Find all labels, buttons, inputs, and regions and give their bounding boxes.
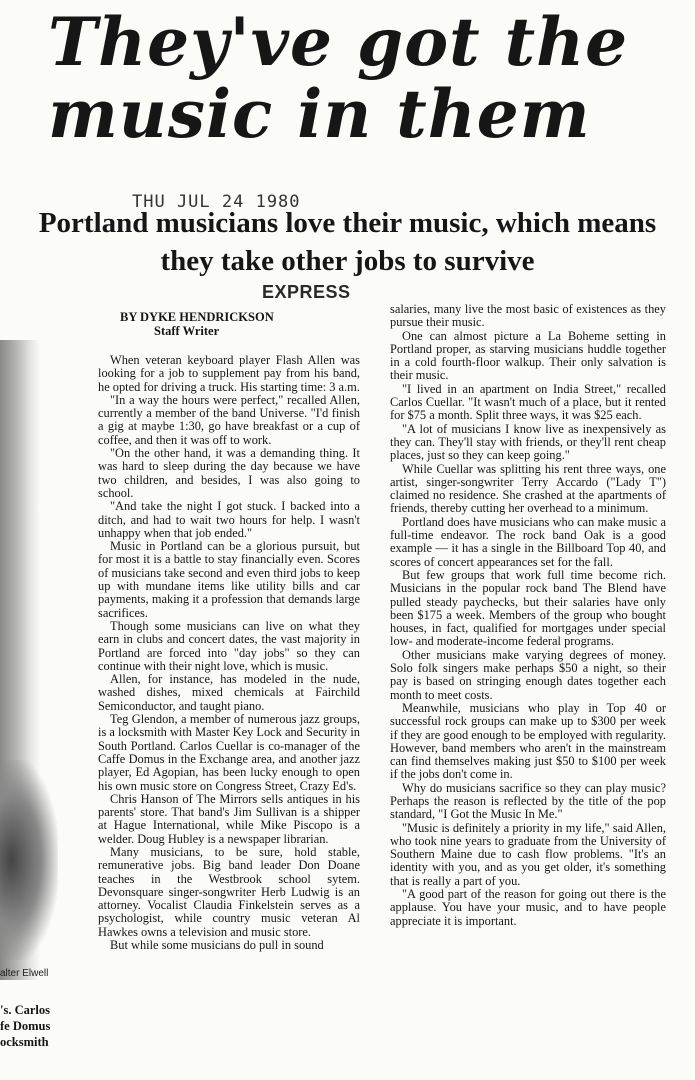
caption-line: fe Domus [0,1019,51,1033]
paper-name-stamp: EXPRESS [262,282,351,302]
paragraph: Chris Hanson of The Mirrors sells antiques in his parents' store. That band's Jim Sullivan is a shipper at Hague International, while Mike Piscopo is a welder. Doug Hubley is a newspaper librarian. [98,791,360,846]
paragraph: While Cuellar was splitting his rent three ways, one artist, singer-songwriter Terry Accardo ("Lady T") claimed no residence. She crashed at the apartments of friends, thereby cutting her overhead to a minimum. [390,461,666,516]
subheadline: Portland musicians love their music, which means they take other jobs to survive [38,207,657,277]
paragraph: "In a way the hours were perfect," recalled Allen, currently a member of the band Universe. "I'd finish a gig at maybe 1:30, go have breakfast or a cup of coffee, and then it was off to work. [98,392,360,447]
photo-credit: alter Elwell [0,968,49,979]
date-stamp: THU JUL 24 1980 [132,192,301,212]
paragraph: But few groups that work full time become rich. Musicians in the popular rock band The Blend have pulled steady paychecks, but their salaries have only been $175 a week. Members of the group who bought houses, in fact, qualified for mortgages under special low- and moderate-income federal programs. [390,567,666,649]
caption-line: 's. Carlos [0,1003,50,1017]
paragraph: Portland does have musicians who can make music a full-time endeavor. The rock band Oak is a good example — it has a single in the Billboard Top 40, and scores of concert appearances set for the fall. [390,514,666,569]
paragraph: One can almost picture a La Boheme setting in Portland proper, as starving musicians huddle together in a cold fourth-floor walkup. Their only salvation is their music. [390,328,666,383]
paragraph: "And take the night I got stuck. I backed into a ditch, and had to wait two hours for help. I wasn't unhappy when that job ended." [98,499,360,540]
article-column-1 [98,306,360,952]
paragraph: "A good part of the reason for going out there is the applause. You have your music, and to have people appreciate it is important. [390,887,666,928]
paragraph: Music in Portland can be a glorious pursuit, but for most it is a battle to stay financially even. Scores of musicians take second and even third jobs to keep up with mundane items like utility bills and car payments, making it a profession that demands large sacrifices. [98,539,360,620]
paragraph: Many musicians, to be sure, hold stable, remunerative jobs. Big band leader Don Doane teaches in the Westbrook school sytem. Devonsquare singer-songwriter Herb Ludwig is an attorney. Vocalist Claudia Finkelstein serves as a psychologist, while country music veteran Al Hawkes owns a television and music store. [98,844,360,939]
paragraph: Teg Glendon, a member of numerous jazz groups, is a locksmith with Master Key Lock and Security in South Portland. Carlos Cuellar is co-manager of the Caffe Domus in the Exchange area, and another jazz player, Ed Agopian, has been lucky enough to open his own music store on Congress Street, Crazy Ed's. [98,712,360,793]
paragraph: Other musicians make varying degrees of money. Solo folk singers make perhaps $50 a night, so their pay is based on stringing enough dates together each month to meet costs. [390,647,666,702]
paragraph: "I lived in an apartment on India Street," recalled Carlos Cuellar. "It wasn't much of a place, but it rented for $75 a month. Split three ways, it was $25 each. [390,381,666,423]
headline: They've got the music in them [48,3,629,153]
paragraph: Why do musicians sacrifice so they can play music? Perhaps the reason is reflected by the title of the pop standard, "I Got the Music In Me." [390,780,666,822]
caption-line: ocksmith [0,1035,49,1049]
paragraph: "On the other hand, it was a demanding thing. It was hard to sleep during the day because we have two children, and besides, I was also going to school. [98,446,360,500]
byline: BY DYKE HENDRICKSON [120,310,274,324]
paragraph: But while some musicians do pull in sound [110,938,324,953]
paragraph: Though some musicians can live on what they earn in clubs and concert dates, the vast majority in Portland are forced into "day jobs" so they can continue with their night love, which is music. [98,618,360,673]
paragraph: "A lot of musicians I know live as inexpensively as they can. They'll stay with friends, or they'll rent cheap places, just so they can keep going." [390,421,666,463]
paragraph: salaries, many live the most basic of existences as they pursue their music. [390,302,666,330]
paragraph: "Music is definitely a priority in my life," said Allen, who took nine years to graduate from the University of Southern Maine due to cash flow problems. "It's an identity with you, and as you get older, it's something that is really a part of you. [390,820,666,888]
photo-caption-fragment [0,1002,50,1050]
paragraph: Meanwhile, musicians who play in Top 40 or successful rock groups can make up to $300 per week if they are good enough to be employed with regularity. However, band members who aren't in the mainstream can find themselves making just $50 to $100 per week if the jobs don't come in. [390,700,666,782]
adjacent-photo-fragment [0,760,58,960]
paragraph: When veteran keyboard player Flash Allen was looking for a job to supplement pay from his band, he opted for driving a truck. His starting time: 3 a.m. [98,353,360,394]
paragraph: Allen, for instance, has modeled in the nude, washed dishes, mixed chemicals at Fairchild Semiconductor, and taught piano. [98,672,360,713]
staff-title: Staff Writer [154,324,220,338]
article-column-2 [390,303,666,928]
